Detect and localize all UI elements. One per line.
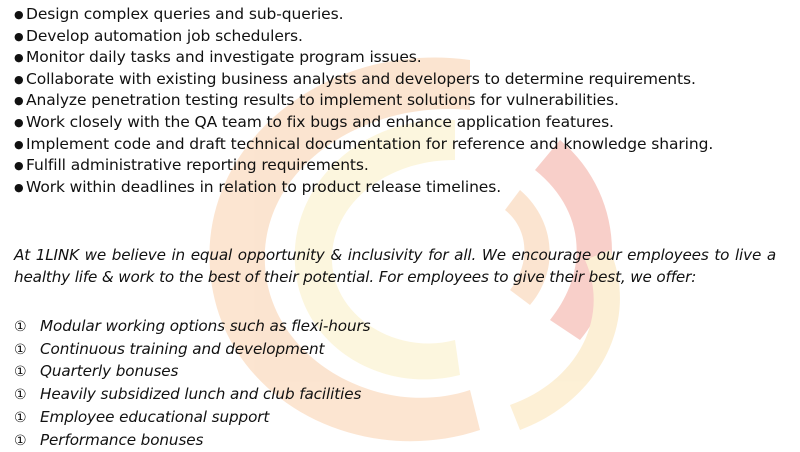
bullet-icon: ●: [14, 137, 24, 151]
duty-text: Work closely with the QA team to fix bugs and enhance application features.: [26, 112, 614, 131]
benefit-text: Performance bonuses: [40, 430, 204, 449]
bullet-icon: ●: [14, 29, 24, 43]
circled-one-icon: ①: [14, 364, 27, 381]
bullet-icon: ●: [14, 180, 24, 194]
duty-text: Analyze penetration testing results to implement solutions for vulnerabilities.: [26, 91, 619, 110]
duty-item: [14, 112, 794, 134]
circled-one-icon: ①: [14, 319, 27, 335]
duty-text: Collaborate with existing business analysts and developers to determine requirements.: [26, 69, 696, 88]
bullet-icon: ●: [14, 51, 24, 65]
duty-item: [14, 69, 794, 91]
benefit-text: Modular working options such as flexi-hours: [40, 317, 371, 335]
duty-text: Fulfill administrative reporting requirements.: [26, 156, 369, 175]
duty-item: [14, 134, 794, 156]
circled-one-icon: ①: [14, 387, 27, 404]
duty-item: [14, 47, 794, 69]
circled-one-icon: ①: [14, 409, 27, 426]
bullet-icon: ●: [14, 94, 24, 108]
benefit-text: Continuous training and development: [40, 339, 325, 358]
duty-item: [14, 4, 794, 26]
benefit-text: Heavily subsidized lunch and club facilities: [40, 385, 362, 404]
duty-text: Design complex queries and sub-queries.: [26, 5, 344, 23]
circled-one-icon: ①: [14, 341, 27, 358]
duty-text: Develop automation job schedulers.: [26, 26, 303, 45]
bullet-icon: ●: [14, 159, 24, 173]
duty-text: Work within deadlines in relation to product release timelines.: [26, 177, 502, 196]
bullet-icon: ●: [14, 8, 24, 21]
duty-item: [14, 177, 794, 199]
benefit-item: [14, 339, 774, 362]
duty-item: [14, 26, 794, 48]
benefit-item: [14, 407, 774, 430]
duty-item: [14, 155, 794, 177]
benefit-item: [14, 361, 774, 384]
duty-item: [14, 90, 794, 112]
benefit-item: [14, 316, 774, 339]
circled-one-icon: ①: [14, 432, 27, 449]
benefit-text: Employee educational support: [40, 407, 270, 426]
bullet-icon: ●: [14, 115, 24, 129]
benefit-item: [14, 384, 774, 407]
duty-text: Monitor daily tasks and investigate program issues.: [26, 48, 422, 67]
benefits-list: [14, 316, 774, 452]
duty-text: Implement code and draft technical documentation for reference and knowledge sharing.: [26, 134, 714, 153]
benefit-text: Quarterly bonuses: [40, 362, 179, 381]
benefits-intro: At 1LINK we believe in equal opportunity & inclusivity for all. We encourage our employees to live a healthy life & work to the best of their potential. For employees to give their best, we offer:: [14, 246, 776, 286]
bullet-icon: ●: [14, 72, 24, 86]
benefit-item: [14, 430, 774, 452]
duties-list: [14, 4, 794, 198]
